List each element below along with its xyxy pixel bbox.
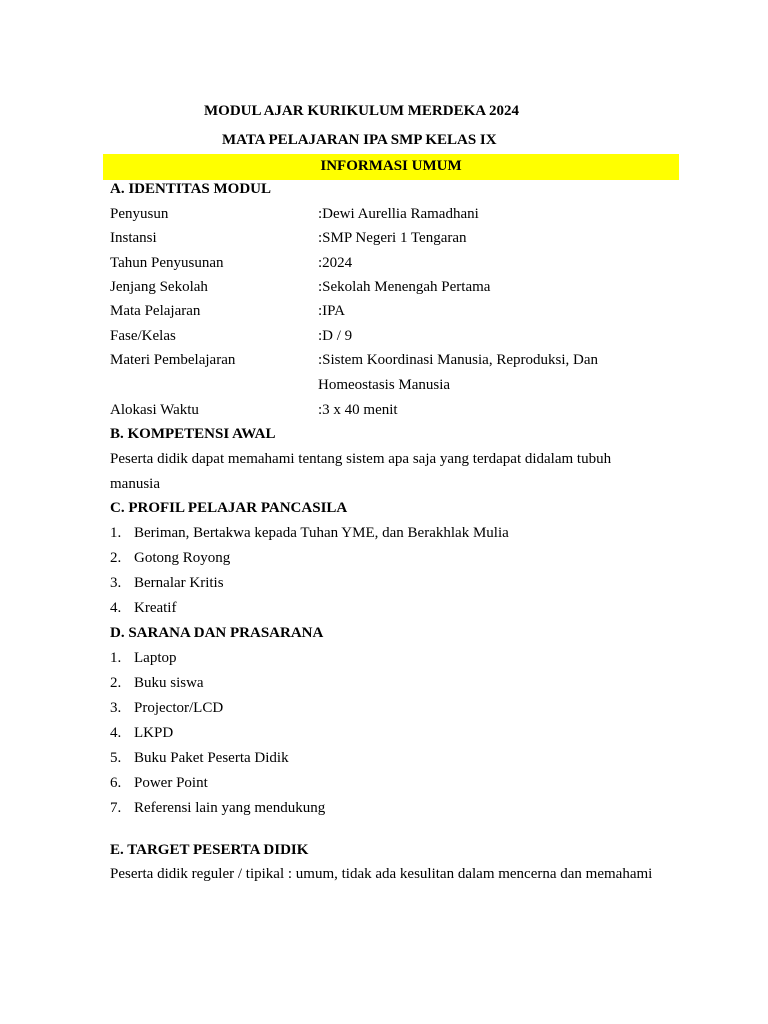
list-text: Power Point [134,775,208,791]
list-number: 1. [110,525,122,541]
section-b-heading: B. KOMPETENSI AWAL [110,426,276,442]
list-number: 2. [110,675,122,691]
list-item [110,674,204,692]
identity-value: :SMP Negeri 1 Tengaran [318,230,467,246]
list-number: 3. [110,575,122,591]
list-text: Projector/LCD [134,700,224,716]
identity-value: :D / 9 [318,328,353,344]
identity-label: Penyusun [110,206,169,222]
list-number: 3. [110,700,122,716]
list-item [110,599,176,617]
list-number: 5. [110,750,122,766]
info-banner-label: INFORMASI UMUM [320,158,462,174]
document-subtitle: MATA PELAJARAN IPA SMP KELAS IX [222,132,497,148]
list-number: 4. [110,600,122,616]
identity-value-continued: Homeostasis Manusia [318,377,451,393]
list-item [110,649,177,667]
identity-label: Fase/Kelas [110,328,176,344]
list-text: LKPD [134,725,174,741]
info-banner [103,154,679,180]
list-number: 1. [110,650,122,666]
identity-label: Materi Pembelajaran [110,352,236,368]
list-item [110,549,230,567]
list-text: Bernalar Kritis [134,575,224,591]
section-c-heading: C. PROFIL PELAJAR PANCASILA [110,500,348,516]
identity-value: :Dewi Aurellia Ramadhani [318,206,479,222]
identity-label: Mata Pelajaran [110,303,201,319]
list-item [110,749,289,767]
section-b-text: Peserta didik dapat memahami tentang sistem apa saja yang terdapat didalam tubuh [110,451,612,467]
list-text: Referensi lain yang mendukung [134,800,326,816]
section-e-heading: E. TARGET PESERTA DIDIK [110,842,309,858]
list-item [110,574,224,592]
identity-label: Tahun Penyusunan [110,255,224,271]
list-item [110,699,223,717]
section-d-heading: D. SARANA DAN PRASARANA [110,625,324,641]
list-number: 7. [110,800,122,816]
identity-value: :2024 [318,255,353,271]
section-b-text-continued: manusia [110,476,160,492]
section-a-heading: A. IDENTITAS MODUL [110,181,271,197]
identity-label: Instansi [110,230,157,246]
section-e-text: Peserta didik reguler / tipikal : umum, tidak ada kesulitan dalam mencerna dan memahami [110,866,653,882]
identity-value: :IPA [318,303,345,319]
identity-value: :Sistem Koordinasi Manusia, Reproduksi, Dan [318,352,598,368]
list-number: 4. [110,725,122,741]
list-item [110,724,173,742]
identity-value: :3 x 40 menit [318,402,398,418]
list-text: Beriman, Bertakwa kepada Tuhan YME, dan Berakhlak Mulia [134,525,509,541]
document-title: MODUL AJAR KURIKULUM MERDEKA 2024 [204,103,520,119]
list-item [110,774,208,792]
list-text: Laptop [134,650,177,666]
list-item [110,524,509,542]
identity-label: Jenjang Sekolah [110,279,208,295]
identity-value: :Sekolah Menengah Pertama [318,279,491,295]
list-number: 6. [110,775,122,791]
identity-label: Alokasi Waktu [110,402,199,418]
list-number: 2. [110,550,122,566]
list-item [110,799,325,817]
list-text: Kreatif [134,600,177,616]
list-text: Buku siswa [134,675,204,691]
list-text: Gotong Royong [134,550,231,566]
list-text: Buku Paket Peserta Didik [134,750,289,766]
